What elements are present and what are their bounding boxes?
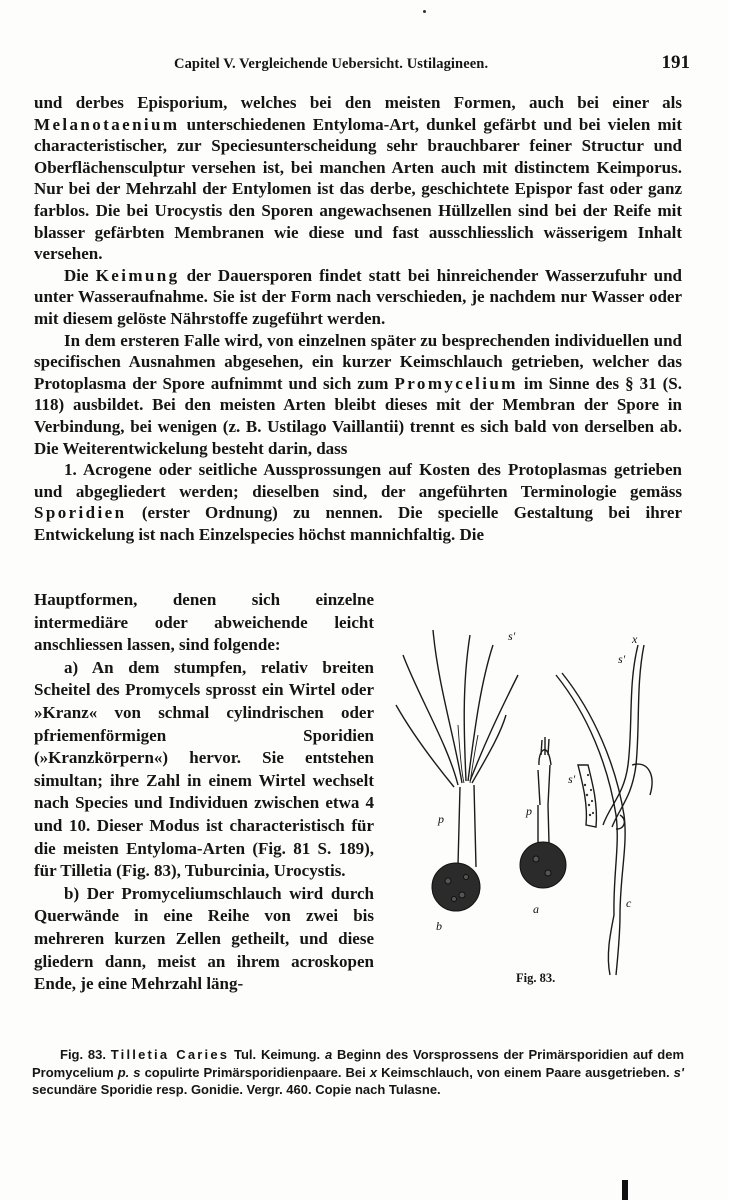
letter-x: x (632, 632, 638, 646)
wrap-paragraph-a: a) An dem stumpfen, relativ breiten Scheitel des Promycels sprosst ein Wirtel oder »Kranz« von schmal cylindrischen oder pfriemenförmigen Sporidien (»Kranzkörpern«) hervor. Sie entstehen simultan; ihre Zahl in einem Wirtel wechselt nach Species und Individuen zwischen etwa 4 und 10. Dieser Modus ist characteristisch für die meisten Entyloma-Arten (Fig. 81 S. 189), für Tilletia (Fig. 83), Tuburcinia, Urocystis. (34, 657, 374, 881)
middle-specimen-a (538, 737, 551, 843)
letter-c: c (626, 896, 632, 910)
caption-part-7: secundäre Sporidie resp. Gonidie. Vergr. 460. Copie nach Tulasne. (32, 1082, 441, 1097)
paragraph-3 (34, 330, 682, 460)
figure-label: Fig. 83. (516, 971, 556, 985)
left-spore-b (432, 863, 480, 911)
caption-part-3: Beginn des Vorsprossens der Primärsporidien auf dem Promycelium (32, 1047, 685, 1080)
genus-name-spaced: Melanotaenium (34, 114, 180, 134)
right-specimen-c (556, 645, 652, 975)
paragraph-4-rest: (erster Ordnung) zu nennen. Die specielle Gestaltung bei ihrer Entwickelung ist nach Einzelspecies höchst mannichfaltig. Die (34, 503, 682, 544)
right-specimen-dots (584, 774, 594, 816)
wrap-paragraph-1: Hauptformen, denen sich einzelne intermediäre oder abweichende leicht anschliessen lassen, sind folgende: (34, 590, 374, 655)
scan-mark (622, 1180, 628, 1200)
paragraph-2 (34, 265, 682, 330)
term-sporidien: Sporidien (34, 503, 127, 523)
paragraph-1 (34, 92, 682, 265)
page-header (30, 52, 690, 80)
speck (423, 10, 426, 13)
paragraph-3-rest: im Sinne des § 31 (S. 118) ausbildet. Bei den meisten Arten bleibt dieses mit der Membran der Spore in Verbindung, bei wenigen (z. B. Ustilago Vaillantii) trennt es sich bald von derselben ab. Die Weiterentwickelung besteht darin, dass (34, 373, 683, 458)
letter-a: a (533, 902, 539, 916)
letter-s1: s' (508, 629, 516, 643)
letter-p-left: p (438, 812, 444, 826)
term-keimung: Keimung (95, 265, 180, 285)
wrap-paragraph-b: b) Der Promyceliumschlauch wird durch Querwände in eine Reihe von zwei bis mehreren kurzen Zellen getheilt, und diese gliedern dann, meist an ihrem acroskopen Ende, je eine Mehrzahl läng- (34, 883, 374, 994)
letter-b: b (436, 919, 442, 933)
caption-letter-p: p. (117, 1064, 130, 1080)
paragraph-2-rest: der Dauersporen findet statt bei hinreichender Wasserzufuhr und unter Wasseraufnahme. Sie ist der Form nach verschieden, je nachdem nur Wasser oder mit diesem gelöste Nährstoffe zugeführt werden. (34, 265, 683, 328)
caption-letter-a: a (324, 1047, 333, 1062)
term-promycelium: Promycelium (394, 373, 518, 393)
caption-part-6: Keimschlauch, von einem Paare ausgetrieben. (377, 1064, 674, 1080)
caption-letter-s: s (133, 1064, 141, 1080)
caption-part-5: copulirte Primärsporidienpaare. Bei (140, 1064, 370, 1080)
page-number: 191 (661, 52, 690, 73)
caption-letter-s-prime: s' (673, 1064, 684, 1080)
letter-p-middle: p (526, 804, 532, 818)
paragraph-1-start: und derbes Episporium, welches bei den meisten Formen, auch bei einer als (34, 93, 682, 112)
paragraph-1-rest: unterschiedenen Entyloma-Art, dunkel gefärbt und bei vielen mit characteristischer, zur Speciesunterscheidung sehr brauchbarer feiner Structur und Oberflächensculptur versehen ist, bei manchen Arten auch mit distinctem Keimporus. Nur bei der Mehrzahl der Entylomen ist das derbe, geschichtete Epispor fast oder ganz farblos. Die bei Urocystis den Sporen angewachsenen Hüllzellen sind bei der Reife mit blasser gefärbten Membranen wie diese und fast ausschliesslich wässerigem Inhalt versehen. (34, 114, 682, 264)
paragraph-4 (34, 459, 682, 545)
left-specimen-b (396, 630, 518, 867)
caption-fig-number: Fig. 83. (60, 1047, 111, 1062)
figure-drawing (388, 615, 688, 1015)
letter-s2: s' (618, 652, 626, 666)
paragraph-4-start: 1. Acrogene oder seitliche Aussprossungen auf Kosten des Protoplasmas getrieben und abgegliedert werden; dieselben sind, der angeführten Terminologie gemäss (34, 460, 682, 501)
caption-letter-x: x (369, 1064, 378, 1080)
figure-caption (32, 1046, 684, 1099)
caption-part-2: Tul. Keimung. (229, 1047, 325, 1062)
middle-spore-a (520, 842, 566, 888)
caption-species: Tilletia Caries (110, 1047, 230, 1062)
wrapped-text (34, 589, 374, 996)
paragraph-2-start: Die (64, 265, 96, 285)
running-head: Capitel V. Vergleichende Uebersicht. Ustilagineen. (174, 56, 489, 72)
letter-s3: s' (568, 772, 576, 786)
figure-83-illustration (388, 615, 688, 1015)
paragraph-3-start: In dem ersteren Falle wird, von einzelnen später zu besprechenden individuellen und specifischen Ausnahmen abgesehen, ein kurzer Keimschlauch getrieben, welcher das Protoplasma der Spore aufnimmt und sich zum (34, 330, 682, 393)
body-text (34, 92, 682, 545)
